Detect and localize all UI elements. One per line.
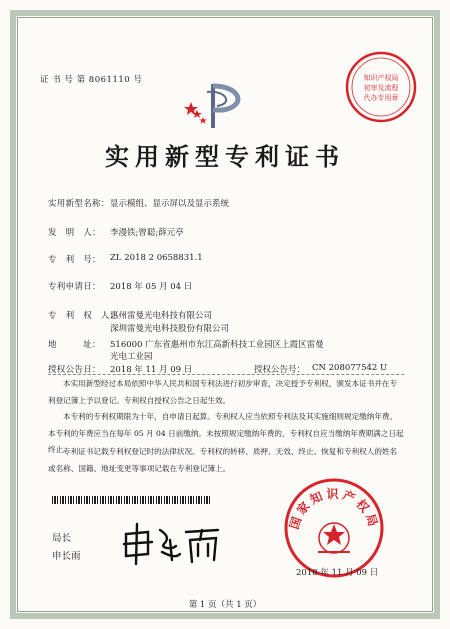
official-seal	[282, 476, 386, 580]
director-signature	[118, 520, 228, 568]
grant-number-label: 授权公告号：	[254, 365, 306, 375]
utility-model-name-value: 显示模组、显示屏以及显示系统	[110, 199, 230, 209]
filing-date-value: 2018 年 05 月 04 日	[110, 282, 193, 292]
grant-date-value: 2018 年 11 月 09 日	[110, 365, 193, 375]
director-name: 申长雨	[52, 551, 81, 562]
grant-paragraph: 本实用新型经过本局依照中华人民共和国专利法进行初步审查，决定授予专利权，颁发本证书并在专利登记簿上予以登记。专利权自授权公告之日起生效。	[48, 379, 398, 405]
document-title: 实用新型专利证书	[105, 142, 345, 171]
inventor-label: 发 明 人：	[48, 228, 101, 238]
grant-date-label: 授权公告日：	[48, 365, 101, 375]
utility-model-name-label: 实用新型名称：	[48, 199, 110, 209]
address-value-1: 516000 广东省惠州市东江高新科技工业园区上霞区雷曼	[110, 340, 324, 350]
patent-number-value: ZL 2018 2 0658831.1	[110, 253, 203, 263]
patentee-value-2: 深圳雷曼光电科技股份有限公司	[110, 324, 230, 334]
inventor-value: 李漫铁;曾聪;薛元亭	[110, 228, 184, 238]
svg-text:国家知识产权局: 国家知识产权局	[286, 487, 382, 531]
legal-status-paragraph: 专利证书记载专利权登记时的法律状况。专利权的转移、质押、无效、终止、恢复和专利权人的姓名或名称、国籍、地址变更等事项记载在专利登记簿上。	[48, 447, 398, 473]
patent-number-label: 专 利 号：	[48, 255, 101, 265]
barcode	[52, 496, 212, 504]
certificate-number: 证 书 号 第 8061110 号	[40, 75, 143, 85]
review-department-stamp	[344, 50, 418, 124]
filing-date-label: 专利申请日：	[48, 282, 101, 292]
page-footer: 第 1 页（共 1 页）	[188, 600, 262, 610]
svg-text:知识产权局: 知识产权局	[363, 74, 399, 82]
seal-date: 2018 年 11 月 09 日	[296, 568, 379, 578]
address-label: 地 址：	[48, 340, 101, 350]
patentee-value-1: 惠州雷曼光电科技有限公司	[110, 311, 213, 321]
cnipa-emblem-icon	[183, 80, 251, 132]
term-paragraph: 本专利的专利权期限为十年，自申请日起算。专利权人应当依照专利法及其实施细则规定缴纳年费。本专利的年费应当在每年 05 月 04 日前缴纳。未按照规定缴纳年费的，专利权自应当缴纳年费期满之日起终止。	[48, 412, 404, 454]
svg-text:代办专用章: 代办专用章	[363, 94, 399, 102]
address-value-2: 光电工业园	[110, 352, 153, 362]
grant-number-value: CN 208077542 U	[312, 363, 388, 373]
separator-line	[48, 374, 404, 375]
patentee-label: 专 利 权 人：	[48, 311, 119, 321]
director-title: 局长	[52, 533, 72, 544]
svg-text:初审及流程: 初审及流程	[363, 84, 399, 92]
